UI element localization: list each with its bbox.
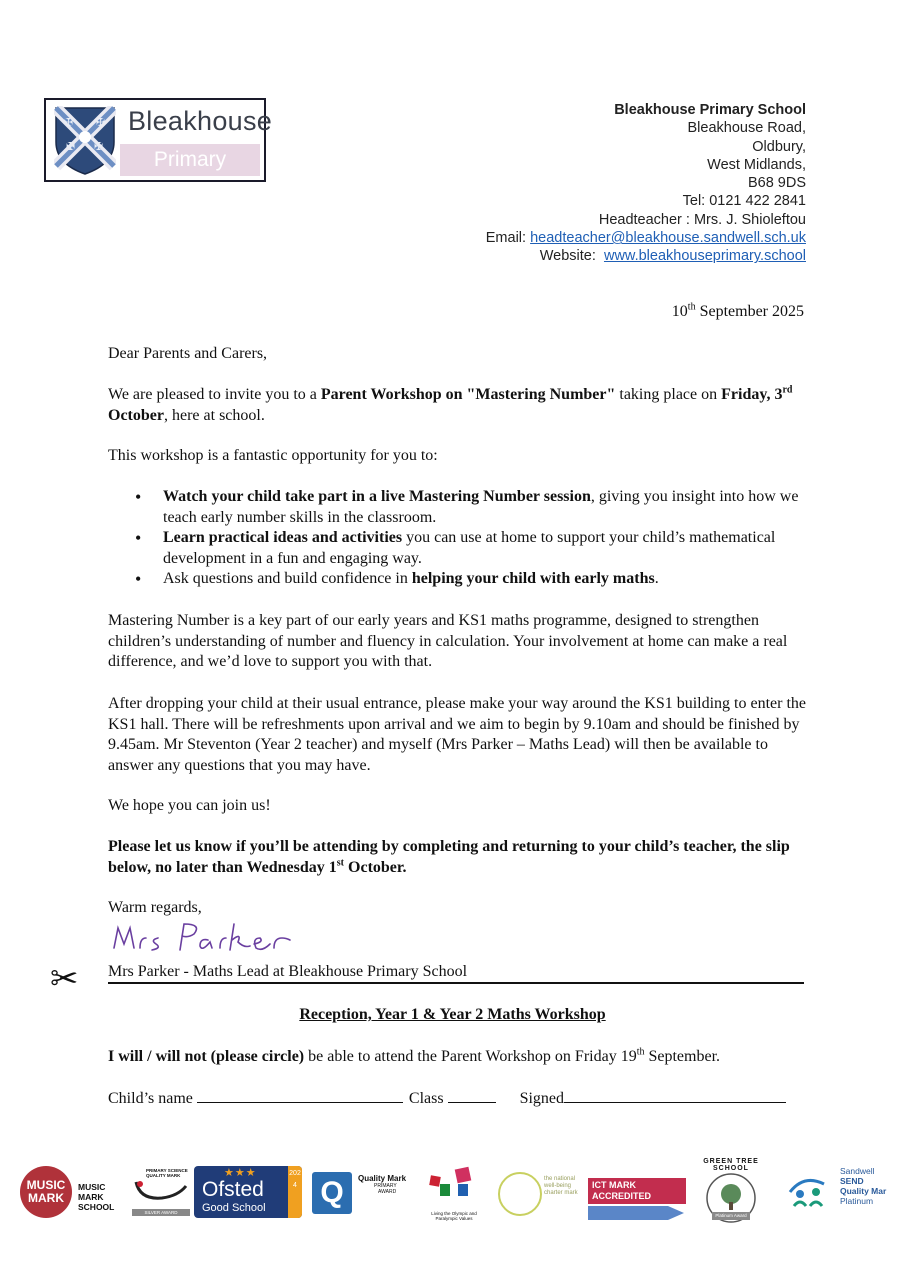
- green-tree-award: Platinum Award: [715, 1213, 747, 1218]
- email-link[interactable]: headteacher@bleakhouse.sandwell.sch.uk: [530, 230, 806, 247]
- quality-mark-icon: Q: [312, 1172, 352, 1214]
- music-mark-logo: MUSIC MARK: [20, 1166, 72, 1218]
- quality-mark-label: [358, 1174, 418, 1195]
- rsvp-paragraph: [108, 837, 808, 878]
- headteacher: Headteacher : Mrs. J. Shioleftou: [598, 211, 806, 228]
- workshop-name: Parent Workshop on "Mastering Number": [320, 386, 616, 403]
- svg-text:✠: ✠: [94, 140, 104, 153]
- closing-salutation: Warm regards,: [108, 899, 202, 916]
- intro-text: taking place on: [615, 386, 722, 403]
- signed-field[interactable]: [564, 1088, 786, 1103]
- intro-text: , here at school.: [163, 406, 265, 424]
- bullet-bold: Learn practical ideas and activities: [163, 529, 403, 546]
- list-item: [163, 528, 808, 569]
- date-suffix: th: [636, 1046, 645, 1058]
- website-link[interactable]: www.bleakhouseprimary.school: [603, 248, 806, 265]
- accreditation-footer: [0, 1158, 905, 1228]
- send-line: Quality Mar: [840, 1186, 887, 1196]
- ofsted-stars-icon: ★★★: [224, 1167, 257, 1179]
- address-line: Bleakhouse Road,: [687, 120, 806, 137]
- class-label: Class: [408, 1090, 444, 1107]
- slip-fields: [108, 1088, 786, 1108]
- signoff: Mrs Parker - Maths Lead at Bleakhouse Primary School: [108, 963, 468, 980]
- child-name-field[interactable]: [197, 1088, 403, 1103]
- logo-subtitle: Primary School: [120, 144, 260, 176]
- ict-arrow-icon: [588, 1204, 686, 1222]
- rsvp-text: Please let us know if you’ll be attending by completing and returning to your child’s teacher, the slip below, no later than Wednesday 1: [108, 838, 790, 876]
- logo-name: Bleakhouse: [128, 106, 273, 136]
- letter-date: [672, 303, 804, 321]
- list-item: [163, 487, 808, 528]
- attendance-line: [108, 1047, 808, 1068]
- ofsted-sub: Good School: [202, 1202, 266, 1214]
- psqm-swoosh-icon: [132, 1178, 190, 1204]
- green-tree-school-badge: [698, 1158, 764, 1228]
- bullet-bold: Watch your child take part in a live Mastering Number session: [163, 488, 591, 505]
- arrival-paragraph: After dropping your child at their usual entrance, please make your way around the KS1 building to enter the KS1 hall. There will be refreshments upon arrival and we aim to begin by 9.10am and should be finished by 9.45am. Mr Steventon (Year 2 teacher) and myself (Mrs Parker – Maths Lead) will then be available to answer any questions that you may have.: [108, 695, 807, 774]
- class-field[interactable]: [448, 1088, 496, 1103]
- ofsted-good-school-badge: [194, 1166, 302, 1218]
- bullet-text: you can use at home to support your child’s mathematical development in a fun and engaging way.: [163, 529, 776, 567]
- child-name-label: Child’s name: [108, 1090, 193, 1107]
- email-label: Email:: [485, 230, 527, 247]
- greeting: Dear Parents and Carers,: [108, 345, 268, 362]
- website-row: [486, 247, 806, 265]
- opportunity-paragraph: This workshop is a fantastic opportunity for you to:: [108, 447, 438, 464]
- bullet-text: Ask questions and build confidence in: [163, 570, 412, 587]
- benefits-list: [108, 487, 808, 590]
- olympic-values-text: Living the Olympic and Paralympic Values: [431, 1211, 477, 1221]
- ofsted-label: Ofsted: [202, 1178, 264, 1201]
- school-address: [486, 101, 806, 266]
- music-mark-school-label: MUSIC MARK SCHOOL: [78, 1182, 115, 1212]
- intro-paragraph: [108, 385, 808, 426]
- telephone: Tel: 0121 422 2841: [682, 193, 806, 210]
- date-rest: September 2025: [695, 303, 804, 320]
- date-suffix: th: [687, 301, 696, 313]
- workshop-date: Friday, 3: [721, 386, 783, 403]
- quality-mark-award: AWARD: [378, 1189, 397, 1195]
- science-quality-mark: [132, 1168, 190, 1216]
- olympic-values-icon: [426, 1166, 480, 1206]
- ofsted-year: 2024: [288, 1166, 302, 1218]
- address-line: B68 9DS: [747, 175, 806, 192]
- bullet-text: .: [654, 570, 659, 587]
- school-logo: [44, 98, 273, 203]
- closing-paragraph: We hope you can join us!: [108, 797, 271, 814]
- bullet-bold: helping your child with early maths: [411, 570, 655, 587]
- svg-text:✠: ✠: [64, 116, 74, 129]
- address-line: Oldbury,: [752, 138, 806, 155]
- send-quality-mark-text: [840, 1166, 902, 1206]
- quality-mark-title: Quality Mark: [358, 1174, 407, 1183]
- rsvp-text: October.: [344, 858, 407, 876]
- wellbeing-charter-text: the national well-being charter mark: [544, 1176, 578, 1196]
- handwritten-signature: [110, 918, 300, 958]
- psqm-award: SILVER AWARD: [132, 1209, 190, 1216]
- green-tree-label: GREEN TREE SCHOOL: [703, 1158, 759, 1172]
- attendance-choice: I will / will not (please circle): [108, 1048, 305, 1065]
- bullet-text: , giving you insight into how we teach early number skills in the classroom.: [163, 488, 799, 526]
- ict-mark-label: ICT MARK ACCREDITED: [588, 1178, 686, 1204]
- slip-title-text: Reception, Year 1 & Year 2 Maths Workshop: [299, 1006, 606, 1023]
- quality-mark-sub: PRIMARY: [374, 1183, 397, 1189]
- wellbeing-head-icon: [498, 1172, 542, 1216]
- ict-mark-badge: [588, 1178, 686, 1214]
- intro-text: We are pleased to invite you to a: [108, 386, 321, 403]
- svg-text:✠: ✠: [66, 140, 76, 153]
- school-name: Bleakhouse Primary School: [614, 102, 806, 118]
- send-line: Sandwell: [840, 1166, 875, 1176]
- svg-text:✠: ✠: [96, 116, 106, 129]
- workshop-month: October: [108, 406, 164, 424]
- send-line: SEND: [840, 1176, 864, 1186]
- email-row: [486, 229, 806, 247]
- date-suffix: st: [336, 857, 345, 869]
- school-crest-icon: [54, 106, 116, 176]
- address-line: West Midlands,: [707, 156, 806, 173]
- slip-title: [0, 1006, 905, 1024]
- programme-paragraph: Mastering Number is a key part of our early years and KS1 maths programme, designed to strengthen children’s understanding of number and fluency in calculation. Your involvement at home can make a real difference, and we’d love to support you with that.: [108, 612, 788, 670]
- send-line: Platinum: [840, 1196, 874, 1206]
- attendance-text: be able to attend the Parent Workshop on Friday 19: [304, 1048, 637, 1065]
- website-label: Website:: [539, 248, 596, 265]
- list-item: [163, 569, 808, 590]
- date-suffix: rd: [782, 384, 793, 396]
- attendance-text: September.: [644, 1048, 721, 1065]
- psqm-label: PRIMARY SCIENCE QUALITY MARK: [146, 1168, 188, 1178]
- olympic-values-logo: [426, 1166, 486, 1226]
- send-quality-mark-icon: [784, 1172, 834, 1212]
- cut-line-divider: [108, 982, 804, 984]
- date-day: 10: [671, 303, 688, 320]
- scissors-icon: ✂: [50, 961, 79, 998]
- signed-label: Signed: [519, 1090, 565, 1107]
